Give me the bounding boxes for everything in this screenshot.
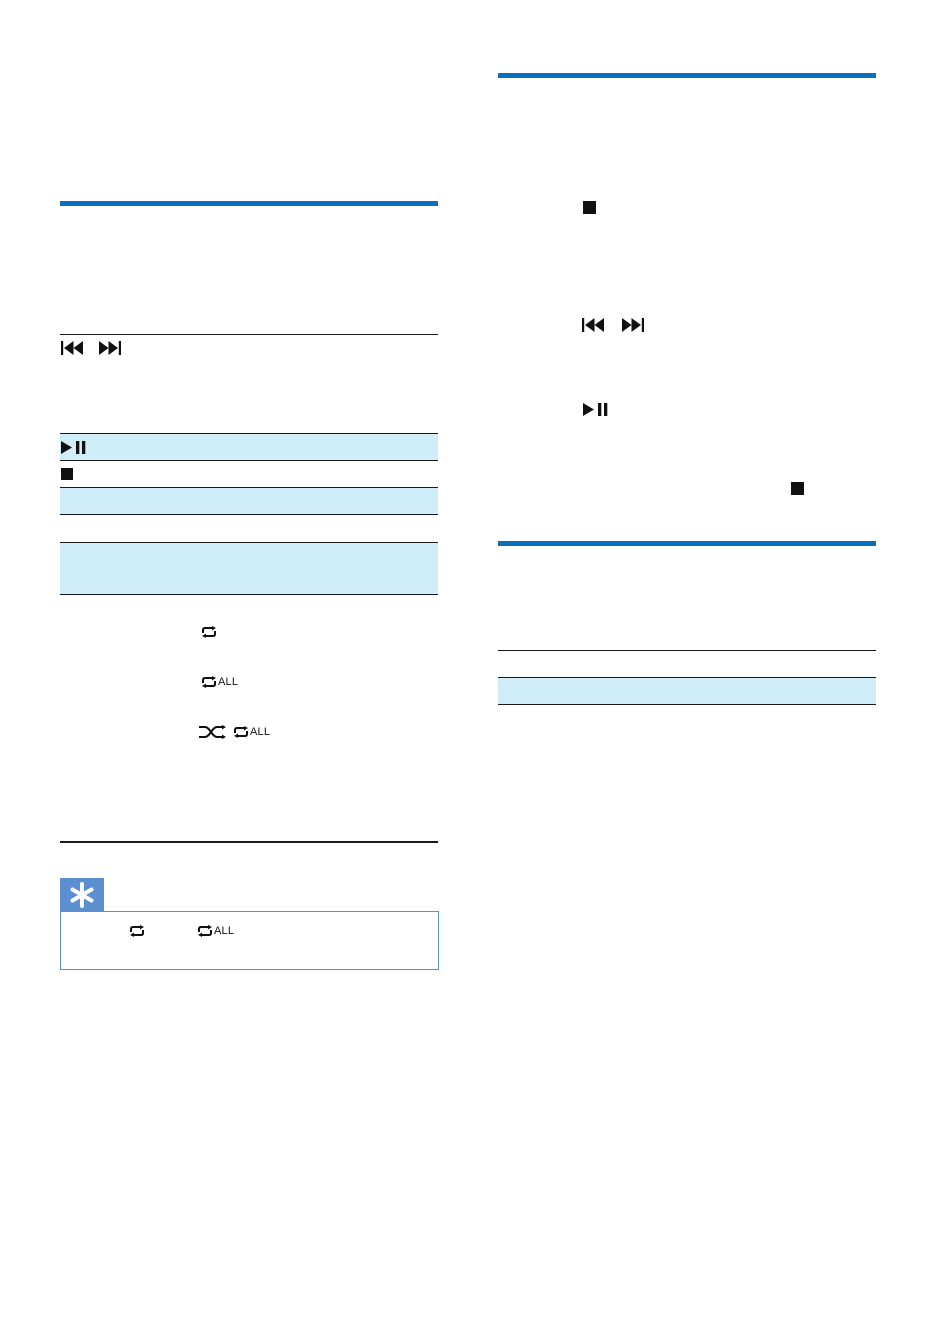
table-rule — [60, 594, 438, 595]
table-rule — [60, 460, 438, 461]
play-pause-icon — [61, 441, 91, 454]
section-rule-left — [60, 201, 438, 206]
stop-icon — [61, 468, 73, 480]
tip-box — [60, 911, 439, 970]
repeat-all-label: ALL — [218, 676, 239, 688]
table-rule — [60, 514, 438, 515]
repeat-icon — [200, 676, 218, 688]
section-rule-right — [498, 541, 876, 546]
skip-previous-icon — [582, 318, 608, 332]
tip-tab — [60, 878, 104, 912]
asterisk-tip-icon — [68, 881, 96, 909]
section-rule-right-top — [498, 73, 876, 78]
repeat-icon — [200, 626, 218, 638]
stop-icon — [791, 482, 804, 495]
repeat-icon — [196, 925, 214, 937]
repeat-all-label: ALL — [250, 726, 271, 738]
stop-icon — [583, 201, 596, 214]
repeat-icon — [232, 726, 250, 738]
table-rule — [498, 704, 876, 705]
table-top-rule — [498, 650, 876, 651]
table-top-rule — [60, 334, 438, 335]
play-pause-icon — [583, 403, 613, 416]
section-end-rule — [60, 841, 438, 843]
repeat-all-label: ALL — [214, 925, 235, 937]
table-row-band — [60, 434, 438, 460]
table-row-band — [60, 488, 438, 514]
skip-next-icon — [99, 341, 125, 355]
repeat-icon — [128, 925, 146, 937]
shuffle-icon — [199, 725, 227, 739]
skip-next-icon — [622, 318, 648, 332]
table-row-band — [498, 678, 876, 704]
skip-previous-icon — [61, 341, 87, 355]
table-row-band — [60, 543, 438, 594]
